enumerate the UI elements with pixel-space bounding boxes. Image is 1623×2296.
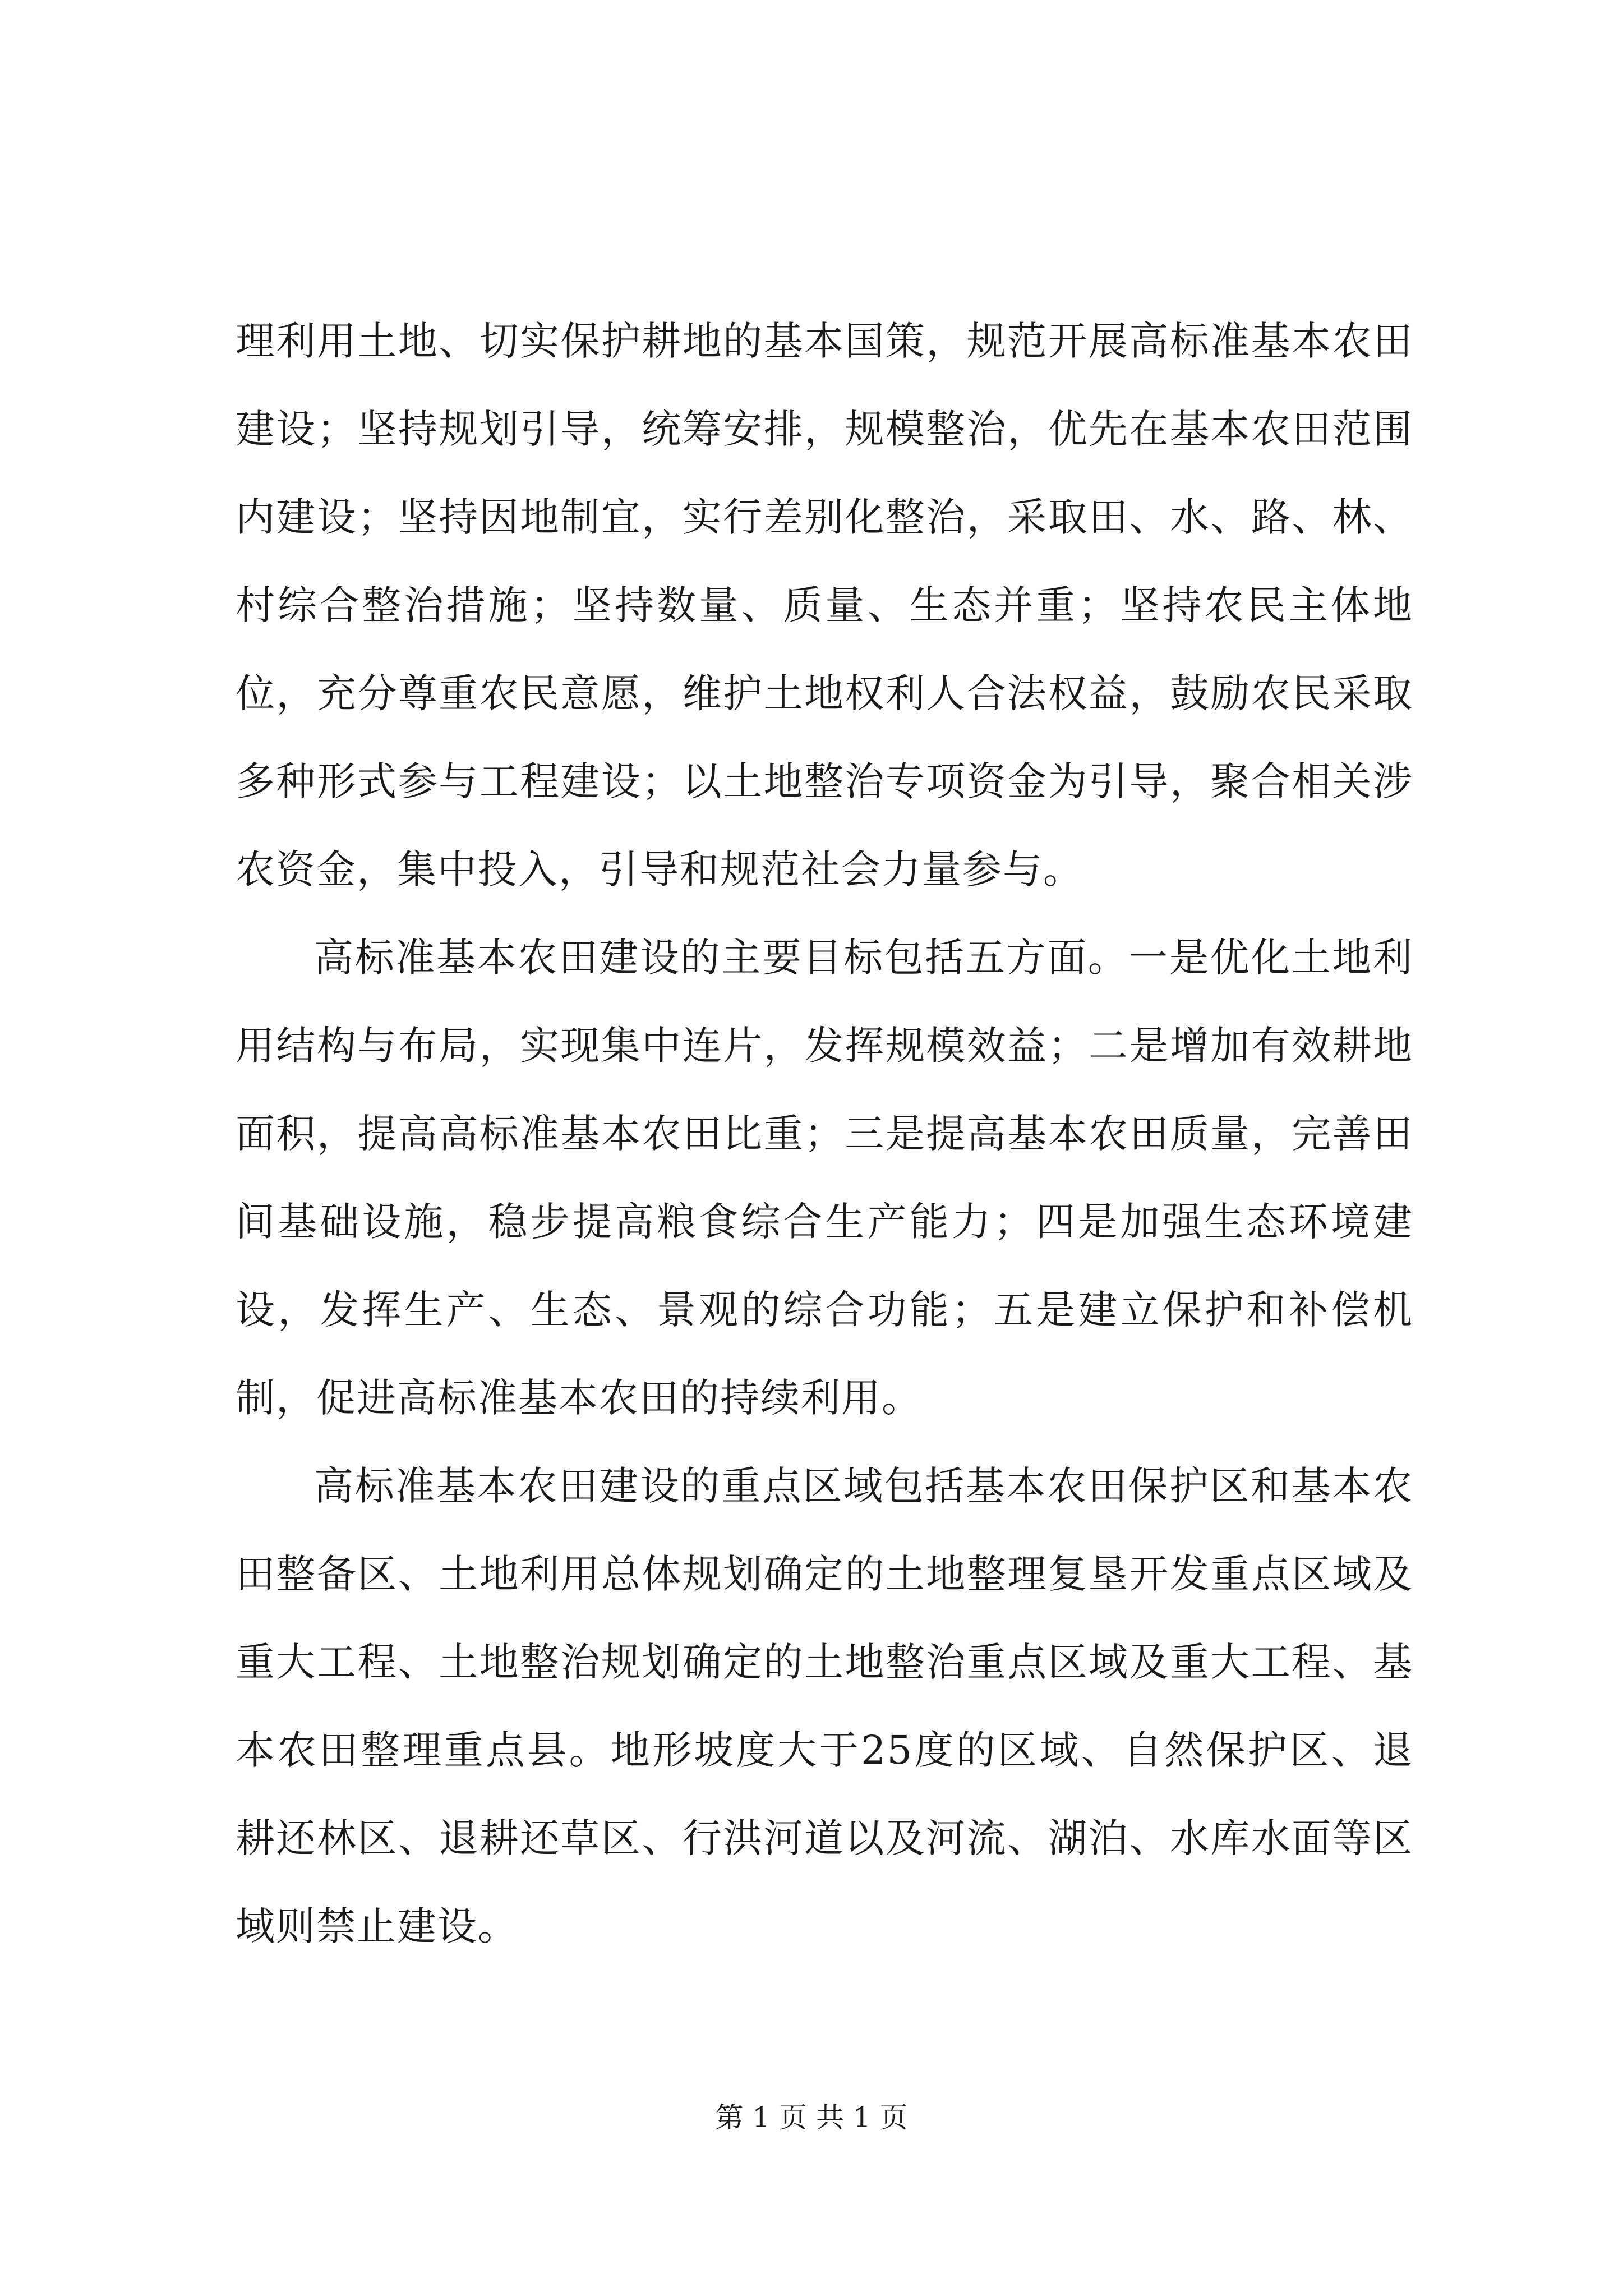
paragraph-main-goals: 高标准基本农田建设的主要目标包括五方面。一是优化土地利用结构与布局，实现集中连片，发挥规模效益；二是增加有效耕地面积，提高高标准基本农田比重；三是提高基本农田质量，完善田间基础设施，稳步提高粮食综合生产能力；四是加强生态环境建设，发挥生产、生态、景观的综合功能；五是建立保护和补偿机制，促进高标准基本农田的持续利用。 (236, 935, 1413, 1421)
paragraph-continuation: 理利用土地、切实保护耕地的基本国策，规范开展高标准基本农田建设；坚持规划引导，统筹安排，规模整治，优先在基本农田范围内建设；坚持因地制宜，实行差别化整治，采取田、水、路、林、村综合整治措施；坚持数量、质量、生态并重；坚持农民主体地位，充分尊重农民意愿，维护土地权利人合法权益，鼓励农民采取多种形式参与工程建设；以土地整治专项资金为引导，聚合相关涉农资金，集中投入，引导和规范社会力量参与。 (236, 318, 1413, 892)
document-body (236, 297, 1413, 1971)
paragraph-key-areas: 高标准基本农田建设的重点区域包括基本农田保护区和基本农田整备区、土地利用总体规划确定的土地整理复垦开发重点区域及重大工程、土地整治规划确定的土地整治重点区域及重大工程、基本农田整理重点县。地形坡度大于25度的区域、自然保护区、退耕还林区、退耕还草区、行洪河道以及河流、湖泊、水库水面等区域则禁止建设。 (236, 1463, 1413, 1949)
page-footer: 第 1 页 共 1 页 (715, 2101, 908, 2134)
